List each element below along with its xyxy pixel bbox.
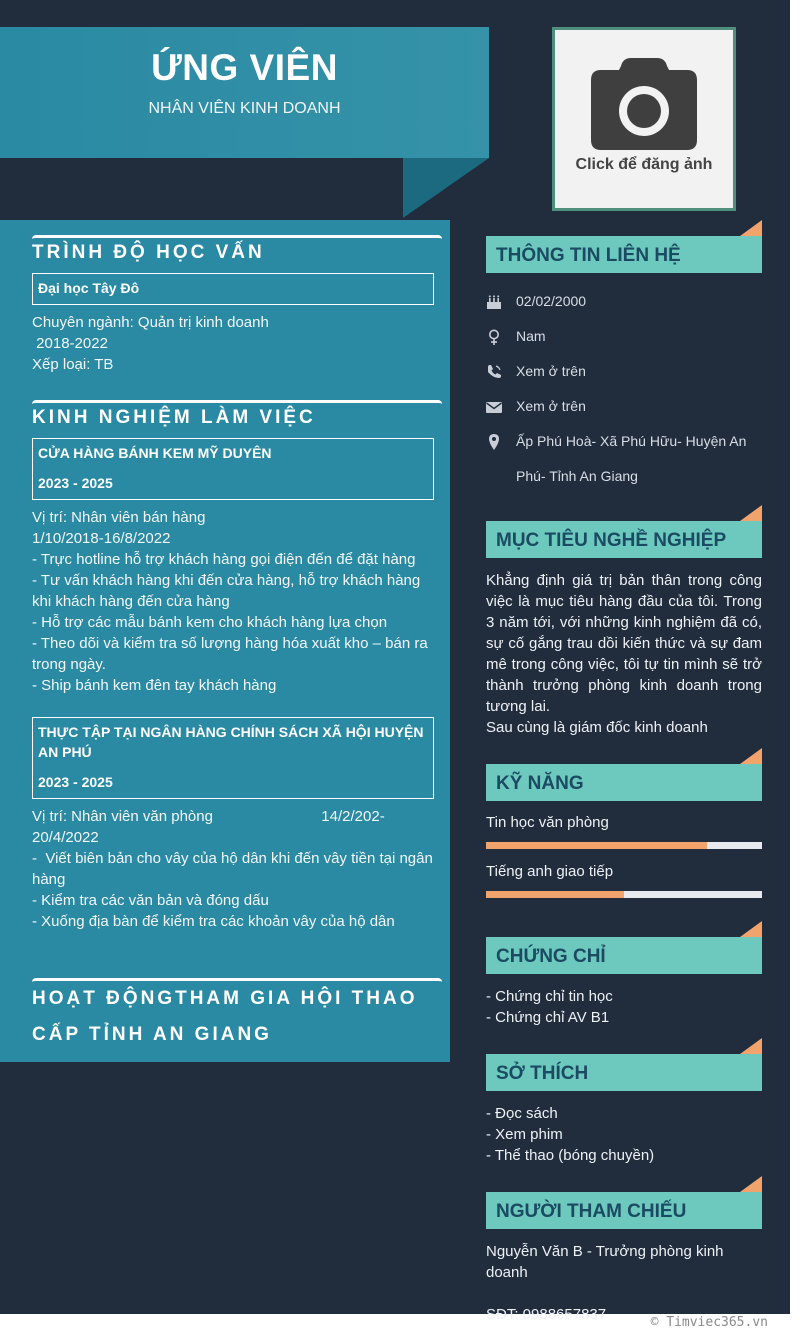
job-company: CỬA HÀNG BÁNH KEM MỸ DUYÊN (38, 445, 272, 461)
contact-address-value-2: Phú- Tỉnh An Giang (516, 468, 638, 484)
header-flag (740, 1038, 762, 1054)
certificate-item: - Chứng chỉ AV B1 (486, 1009, 610, 1026)
job-details (32, 507, 436, 696)
contact-address-value: Ấp Phú Hoà- Xã Phú Hữu- Huyện An (516, 433, 747, 449)
education-school-box (32, 273, 434, 305)
skill-name: Tiếng anh giao tiếp (486, 863, 614, 880)
header-flag (740, 1176, 762, 1192)
experience-title: KINH NGHIỆM LÀM VIỆC (32, 407, 316, 428)
experience-header (32, 400, 442, 429)
education-header (32, 235, 442, 264)
skill-name: Tin học văn phòng (486, 814, 609, 831)
skills-title: KỸ NĂNG (496, 773, 584, 794)
reference-header (486, 1192, 762, 1229)
skill-bar-fill (486, 842, 707, 849)
hobby-item: - Thể thao (bóng chuyền) (486, 1147, 655, 1164)
hobbies-header (486, 1054, 762, 1091)
education-line: Chuyên ngành: Quản trị kinh doanh (32, 314, 269, 331)
phone-icon (486, 364, 502, 380)
contact-birthday-value: 02/02/2000 (516, 293, 587, 309)
reference-details (486, 1241, 762, 1325)
camera-icon (591, 58, 697, 150)
candidate-position: NHÂN VIÊN KINH DOANH (148, 100, 341, 117)
education-title: TRÌNH ĐỘ HỌC VẤN (32, 242, 265, 263)
job-line: - Hỗ trợ các mẫu bánh kem cho khách hàng lựa chọn (32, 614, 388, 631)
job-line: - Theo dõi và kiểm tra số lượng hàng hóa xuất kho – bán ra trong ngày. (32, 635, 432, 673)
education-details (32, 312, 436, 375)
header-flag (740, 220, 762, 236)
reference-line: Nguyễn Văn B - Trưởng phòng kinh doanh (486, 1243, 724, 1281)
reference-title: NGƯỜI THAM CHIẾU (496, 1201, 687, 1222)
photo-upload[interactable] (552, 27, 736, 211)
skill-bar (486, 842, 762, 849)
job-box (32, 717, 434, 799)
job-line: - Tư vấn khách hàng khi đến cửa hàng, hỗ trợ khách hàng khi khách hàng đến cửa hàng (32, 572, 425, 610)
contact-email-value: Xem ở trên (516, 398, 586, 414)
contact-phone (486, 362, 762, 382)
hobby-item: - Xem phim (486, 1126, 563, 1143)
email-icon (486, 399, 502, 415)
skills-header (486, 764, 762, 801)
job-line: - Kiểm tra các văn bản và đóng dấu (32, 892, 269, 909)
header-fold (403, 158, 489, 218)
job-company: THỰC TẬP TẠI NGÂN HÀNG CHÍNH SÁCH XÃ HỘI HUYỆN AN PHÚ (38, 724, 424, 760)
hobbies-list (486, 1103, 762, 1166)
reference-line: SĐT: 0988657837 (486, 1306, 607, 1323)
photo-caption: Click để đăng ảnh (575, 156, 713, 173)
header-flag (740, 748, 762, 764)
education-line: Xếp loại: TB (32, 356, 114, 373)
contact-birthday (486, 292, 762, 312)
header-flag (740, 921, 762, 937)
certificates-header (486, 937, 762, 974)
objective-text: Khẳng định giá trị bản thân trong công việc là mục tiêu hàng đầu của tôi. Trong 3 năm tới, với những kinh nghiệm đã có, sự cố gắng trau dồi kiến thức và sự đam mê trong công việc, tôi tự tin mình sẽ trở thành trưởng phòng kinh doanh trong tương lai. (486, 572, 762, 715)
contact-header (486, 236, 762, 273)
contact-address (486, 432, 762, 488)
hobbies-title: SỞ THÍCH (496, 1063, 589, 1084)
skill-bar (486, 891, 762, 898)
reference-spacer (486, 1283, 762, 1304)
activities-title: HOẠT ĐỘNGTHAM GIA HỘI THAO CẤP TỈNH AN GIANG (32, 988, 418, 1045)
job-line: 1/10/2018-16/8/2022 (32, 530, 171, 547)
header-flag (740, 505, 762, 521)
certificate-item: - Chứng chỉ tin học (486, 988, 613, 1005)
objective-text-2: Sau cùng là giám đốc kinh doanh (486, 719, 708, 736)
job-line: - Xuống địa bàn để kiểm tra các khoản vây của hộ dân (32, 913, 395, 930)
contact-email (486, 397, 762, 417)
contact-phone-value: Xem ở trên (516, 363, 586, 379)
contact-gender (486, 327, 762, 347)
hobby-item: - Đọc sách (486, 1105, 558, 1122)
certificates-title: CHỨNG CHỈ (496, 946, 606, 967)
job-dates: 2023 - 2025 (38, 774, 113, 790)
activities-header (32, 978, 442, 1053)
candidate-name: ỨNG VIÊN (151, 47, 338, 88)
location-pin-icon (486, 434, 502, 450)
birthday-cake-icon (486, 294, 502, 310)
job-box (32, 438, 434, 500)
certificates-list (486, 986, 762, 1028)
contact-gender-value: Nam (516, 328, 546, 344)
job-dates: 2023 - 2025 (38, 475, 113, 491)
job-line: - Ship bánh kem đên tay khách hàng (32, 677, 277, 694)
job-details (32, 806, 436, 932)
contact-title: THÔNG TIN LIÊN HỆ (496, 245, 681, 266)
job-line: - Viết biên bản cho vây của hộ dân khi đến vây tiền tại ngân hàng (32, 850, 438, 888)
job-line: - Trực hotline hỗ trợ khách hàng gọi điện đến để đặt hàng (32, 551, 416, 568)
objective-title: MỤC TIÊU NGHỀ NGHIỆP (496, 530, 727, 551)
job-line: Vị trí: Nhân viên bán hàng (32, 509, 206, 526)
education-school: Đại học Tây Đô (38, 280, 140, 296)
gender-icon (486, 329, 502, 345)
job-line: Vị trí: Nhân viên văn phòng 14/2/202-20/4/2022 (32, 808, 385, 846)
footer-watermark: © Timviec365.vn (650, 1315, 768, 1330)
education-line: 2018-2022 (32, 335, 108, 352)
skill-bar-fill (486, 891, 624, 898)
objective-header (486, 521, 762, 558)
